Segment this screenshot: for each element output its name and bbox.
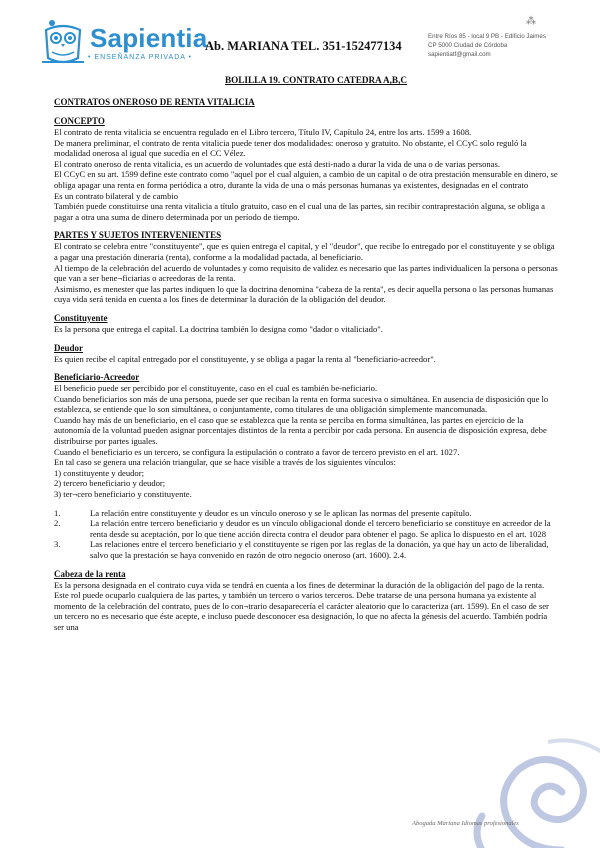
item-number: 2.	[54, 518, 61, 529]
sapientia-logo	[40, 16, 208, 72]
contact-city: CP 5000 Ciudad de Córdoba	[428, 42, 508, 49]
numbered-item	[54, 518, 558, 539]
section-heading-concepto: CONCEPTO	[54, 116, 105, 126]
item-text: La relación entre tercero beneficiario y deudor es un vínculo obligacional donde el tercero beneficiario se constituye en acreedor de la renta desde su aceptación, por lo que tiene acción directa contra el deudor para obtener el pago. Se aplica lo dispuesto en el art. 1028	[90, 518, 551, 539]
item-text: Las relaciones entre el tercero beneficiario y el constituyente se rigen por las reglas de la donación, ya que hay un acto de liberalidad, salvo que la prestación se haya convenido en razón de otro negocio oneroso (art. 1600). 2.4.	[90, 539, 549, 560]
paragraph: Es un contrato bilateral y de cambio	[54, 190, 179, 201]
paragraph: Es la persona designada en el contrato cuya vida se tendrá en cuenta a los fines de determinar la duración de la obligación del pago de la renta. Este rol puede ocuparlo cualquiera de las partes, y también un tercero o varios terceros. Debe tratarse de una persona humana ya existente al momento de la celebración del contrato, pues de lo con¬trario desaparecería el carácter aleatorio que lo caracteriza (art. 1599). En el caso de ser un tercero no es necesario que éste acepte, e incluso puede desconocer esa designación, lo que no afecta la génesis del acuerdo. También podría ser una	[54, 579, 549, 632]
paragraph: En tal caso se genera una relación triangular, que se hace visible a través de los siguientes vínculos:	[54, 457, 396, 468]
brand-name: Sapientia	[90, 23, 208, 53]
paragraph: El contrato se celebra entre "constituyente", que es quien entrega el capital, y el "deudor", que recibe lo entregado por el constituyente y se obliga a pagar una prestación dineraria (renta), conforme a la modalidad pactada, al beneficiario.	[54, 241, 555, 262]
document-title: BOLILLA 19. CONTRATO CATEDRA A,B,C	[225, 75, 407, 85]
paragraph: También puede constituirse una renta vitalicia a título gratuito, caso en el cual una de las partes, sin recibir contraprestación alguna, se obliga a pagar a otra una suma de dinero determinada por un período de tiempo.	[54, 201, 545, 222]
section-heading-cabeza: Cabeza de la renta	[54, 568, 126, 579]
paragraph: El contrato oneroso de renta vitalicia, es un acuerdo de voluntades que está desti-nado a durar la vida de una o de varias personas.	[54, 158, 500, 169]
paragraph: Cuando hay más de un beneficiario, en el caso que se establezca que la renta se perciba en forma simultánea, las partes en ejercicio de la autonomía de la voluntad pueden asignar porcentajes distintos de la renta a percibir por cada persona. En ausencia de disposición expresa, debe distribuirse por partes iguales.	[54, 414, 547, 447]
owl-icon	[40, 16, 86, 68]
section-heading-beneficiario: Beneficiario-Acreedor	[54, 372, 140, 383]
main-heading: CONTRATOS ONEROSO DE RENTA VITALICIA	[54, 97, 255, 107]
item-number: 3.	[54, 539, 61, 550]
item-number: 1.	[54, 507, 61, 518]
paragraph: El CCyC en su art. 1599 define este contrato como "aquel por el cual alguien, a cambio de un capital o de otra prestación mensurable en dinero, se obliga apagar una renta en forma periódica a otro, durante la vida de una o más personas humanas ya existentes, designadas en el contrato	[54, 169, 558, 190]
list-item: 1) constituyente y deudor;	[54, 467, 144, 478]
contact-block	[428, 32, 588, 59]
paragraph: El contrato de renta vitalicia se encuentra regulado en el Libro tercero, Título IV, Capítulo 24, entre los arts. 1599 a 1608.	[54, 127, 472, 137]
list-item: 3) ter¬cero beneficiario y constituyente.	[54, 489, 192, 500]
decorative-scribble-icon: ⁂	[526, 16, 536, 27]
list-item: 2) tercero beneficiario y deudor;	[54, 478, 166, 489]
paragraph: Es la persona que entrega el capital. La doctrina también lo designa como "dador o vitaliciado".	[54, 323, 383, 334]
signature-text: Abogada Mariana Idiomas profesionales	[412, 820, 519, 827]
document-body	[54, 74, 558, 633]
paragraph: Asimismo, es menester que las partes indiquen lo que la doctrina denomina "cabeza de la renta", es decir aquella persona o las personas humanas cuya vida será tenida en cuenta a los fines de determinar la duración de la obligación del deudor.	[54, 283, 554, 305]
section-heading-partes: PARTES Y SUJETOS INTERVENIENTES	[54, 230, 222, 241]
section-heading-deudor: Deudor	[54, 342, 83, 353]
paragraph: Es quien recibe el capital entregado por el constituyente, y se obliga a pagar la renta al "beneficiario-acreedor".	[54, 353, 436, 364]
numbered-item	[54, 508, 558, 519]
numbered-item	[54, 539, 558, 560]
paragraph: El beneficio puede ser percibido por el constituyente, caso en el cual es también be-neficiario.	[54, 383, 378, 394]
contact-address: Entre Ríos 85 - local 9 PB - Edificio Jaimes	[428, 33, 546, 40]
teacher-contact-line: Ab. MARIANA TEL. 351-152477134	[205, 39, 402, 53]
decorative-swirl-icon	[452, 732, 600, 848]
brand-tagline: • ENSEÑANZA PRIVADA •	[88, 54, 192, 61]
paragraph: Cuando el beneficiario es un tercero, se configura la estipulación o contrato a favor de tercero previsto en el art. 1027.	[54, 446, 460, 457]
contact-email[interactable]: sapientiatf@gmail.com	[428, 51, 491, 58]
item-text: La relación entre constituyente y deudor es un vínculo oneroso y se le aplican las normas del presente capítulo.	[90, 507, 472, 518]
paragraph: Al tiempo de la celebración del acuerdo de voluntades y como requisito de validez es necesario que las partes individualicen la persona o personas que van a ser bene¬ficiarias o acreedoras de la renta.	[54, 262, 558, 284]
paragraph: De manera preliminar, el contrato de renta vitalicia puede tener dos modalidades: oneroso y gratuito. No obstante, el CCyC solo reguló la modalidad onerosa al igual que sucedía en el CC Vélez.	[54, 137, 527, 159]
paragraph: Cuando beneficiarios son más de una persona, puede ser que reciban la renta en forma sucesiva o simultánea. En ausencia de disposición que lo establezca, se entiende que lo son simultánea, o conjuntamente, como titulares de una obligación simplemente mancomunada.	[54, 393, 549, 415]
section-heading-constituyente: Constituyente	[54, 312, 108, 323]
